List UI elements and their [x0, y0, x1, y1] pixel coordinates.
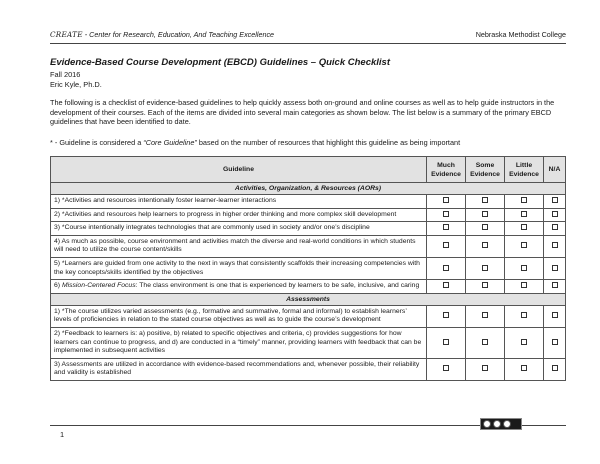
core-guideline-note — [50, 138, 566, 147]
checkbox-some[interactable] — [482, 242, 488, 248]
creative-commons-badge — [480, 418, 522, 430]
checkbox-some[interactable] — [482, 211, 488, 217]
table-header-row — [51, 157, 566, 183]
checkbox-cell-much — [427, 305, 466, 327]
document-date: Fall 2016 — [50, 70, 81, 79]
table-row — [51, 222, 566, 236]
checkbox-some[interactable] — [482, 365, 488, 371]
checkbox-na[interactable] — [552, 242, 558, 248]
guideline-text — [51, 280, 427, 294]
checkbox-cell-some — [466, 327, 505, 358]
checkbox-some[interactable] — [482, 265, 488, 271]
checkbox-much[interactable] — [443, 224, 449, 230]
table-row — [51, 235, 566, 257]
checkbox-cell-little — [505, 257, 544, 279]
guideline-text: 2) *Feedback to learners is: a) positive, b) related to specific objectives and criteria, c) provides suggestions for how learners can continue to progress, and d) are conducted in a “timely” manner, providing learners with feedback that can be implemented in subsequent activities — [51, 327, 427, 358]
table-row — [51, 305, 566, 327]
guideline-text: 5) *Learners are guided from one activity to the next in ways that consistently scaffolds their increasing competencies with the key concepts/skills identified by the objectives — [51, 257, 427, 279]
note-prefix: * - Guideline is considered a — [50, 138, 144, 147]
create-logo: CREATE — [50, 30, 83, 39]
header-some-evidence: Some Evidence — [466, 157, 505, 183]
checkbox-some[interactable] — [482, 282, 488, 288]
checkbox-cell-little — [505, 208, 544, 222]
checkbox-na[interactable] — [552, 265, 558, 271]
checkbox-cell-little — [505, 195, 544, 209]
table-row — [51, 257, 566, 279]
checkbox-cell-little — [505, 305, 544, 327]
note-suffix: based on the number of resources that highlight this guideline as being important — [196, 138, 461, 147]
checkbox-cell-na — [544, 358, 566, 380]
header-guideline: Guideline — [51, 157, 427, 183]
intro-paragraph: The following is a checklist of evidence-based guidelines to help quickly assess both on-ground and online courses as well as to help guide instructors in the development of their courses. Each of the items are divided into several main categories as shown below. The list below is a summary of the primary EBCD guidelines that have been identified to date. — [50, 98, 555, 127]
checkbox-cell-some — [466, 305, 505, 327]
checkbox-na[interactable] — [552, 224, 558, 230]
checkbox-cell-na — [544, 235, 566, 257]
checkbox-much[interactable] — [443, 242, 449, 248]
page-header — [50, 30, 566, 44]
checkbox-cell-na — [544, 195, 566, 209]
checkbox-cell-some — [466, 257, 505, 279]
guideline-body: : The class environment is one that is experienced by learners to be safe, inclusive, and caring — [135, 282, 420, 290]
checkbox-much[interactable] — [443, 365, 449, 371]
checkbox-cell-some — [466, 235, 505, 257]
by-icon — [493, 420, 501, 428]
table-row — [51, 327, 566, 358]
header-much-evidence: Much Evidence — [427, 157, 466, 183]
checkbox-cell-much — [427, 358, 466, 380]
checkbox-much[interactable] — [443, 265, 449, 271]
header-org — [50, 30, 274, 39]
checkbox-cell-some — [466, 280, 505, 294]
table-row — [51, 208, 566, 222]
page-number: 1 — [60, 430, 65, 439]
section-title: Activities, Organization, & Resources (AORs) — [51, 183, 566, 195]
guideline-text: 1) *Activities and resources intentionally foster learner-learner interactions — [51, 195, 427, 209]
checkbox-cell-little — [505, 280, 544, 294]
section-row — [51, 183, 566, 195]
checkbox-much[interactable] — [443, 339, 449, 345]
checkbox-cell-little — [505, 235, 544, 257]
checkbox-some[interactable] — [482, 197, 488, 203]
checkbox-cell-na — [544, 305, 566, 327]
cc-icon — [483, 420, 491, 428]
checkbox-little[interactable] — [521, 197, 527, 203]
checkbox-much[interactable] — [443, 312, 449, 318]
checkbox-cell-na — [544, 222, 566, 236]
section-title: Assessments — [51, 293, 566, 305]
checkbox-much[interactable] — [443, 211, 449, 217]
checkbox-cell-na — [544, 280, 566, 294]
checkbox-cell-some — [466, 358, 505, 380]
checkbox-much[interactable] — [443, 282, 449, 288]
checklist-table — [50, 156, 566, 381]
guideline-text: 3) *Course intentionally integrates technologies that are commonly used in society and/or one’s discipline — [51, 222, 427, 236]
header-little-evidence: Little Evidence — [505, 157, 544, 183]
header-org-name: - Center for Research, Education, And Teaching Excellence — [82, 30, 275, 39]
checkbox-cell-na — [544, 327, 566, 358]
guideline-text: 2) *Activities and resources help learners to progress in higher order thinking and more complex skill development — [51, 208, 427, 222]
checkbox-cell-little — [505, 222, 544, 236]
table-row — [51, 280, 566, 294]
checkbox-cell-little — [505, 358, 544, 380]
document-title: Evidence-Based Course Development (EBCD) Guidelines – Quick Checklist — [50, 57, 390, 68]
checkbox-cell-some — [466, 208, 505, 222]
checkbox-cell-little — [505, 327, 544, 358]
guideline-text: 3) Assessments are utilized in accordance with evidence-based recommendations and, whenever possible, their reliability and validity is established — [51, 358, 427, 380]
checkbox-little[interactable] — [521, 242, 527, 248]
checkbox-cell-much — [427, 208, 466, 222]
note-emphasis: “Core Guideline” — [143, 138, 197, 147]
checkbox-little[interactable] — [521, 211, 527, 217]
checkbox-na[interactable] — [552, 211, 558, 217]
checkbox-much[interactable] — [443, 197, 449, 203]
document-author: Eric Kyle, Ph.D. — [50, 80, 102, 89]
checkbox-little[interactable] — [521, 282, 527, 288]
checkbox-some[interactable] — [482, 224, 488, 230]
checkbox-little[interactable] — [521, 365, 527, 371]
checkbox-cell-na — [544, 208, 566, 222]
checkbox-cell-some — [466, 195, 505, 209]
checkbox-cell-much — [427, 195, 466, 209]
checkbox-na[interactable] — [552, 197, 558, 203]
checkbox-some[interactable] — [482, 312, 488, 318]
guideline-text: 4) As much as possible, course environment and activities match the diverse and real-world conditions in which students will need to utilize the course content/skills — [51, 235, 427, 257]
checkbox-cell-much — [427, 327, 466, 358]
header-na: N/A — [544, 157, 566, 183]
checkbox-little[interactable] — [521, 265, 527, 271]
checkbox-cell-some — [466, 222, 505, 236]
checklist-body — [51, 183, 566, 381]
section-row — [51, 293, 566, 305]
checkbox-na[interactable] — [552, 282, 558, 288]
checkbox-cell-much — [427, 235, 466, 257]
nc-icon — [503, 420, 511, 428]
checkbox-cell-na — [544, 257, 566, 279]
checkbox-na[interactable] — [552, 365, 558, 371]
guideline-emphasis: Mission-Centered Focus — [61, 282, 136, 290]
checkbox-little[interactable] — [521, 339, 527, 345]
table-row — [51, 195, 566, 209]
guideline-number: 6) — [54, 282, 62, 290]
guideline-text: 1) *The course utilizes varied assessments (e.g., formative and summative, formal and informal) to establish learners’ levels of proficiencies in relation to the stated course objectives as well as to guide the course’s development — [51, 305, 427, 327]
checkbox-na[interactable] — [552, 339, 558, 345]
checkbox-cell-much — [427, 280, 466, 294]
checkbox-cell-much — [427, 257, 466, 279]
checkbox-na[interactable] — [552, 312, 558, 318]
checkbox-little[interactable] — [521, 224, 527, 230]
checkbox-cell-much — [427, 222, 466, 236]
checkbox-some[interactable] — [482, 339, 488, 345]
header-college: Nebraska Methodist College — [475, 30, 566, 39]
checkbox-little[interactable] — [521, 312, 527, 318]
table-row — [51, 358, 566, 380]
